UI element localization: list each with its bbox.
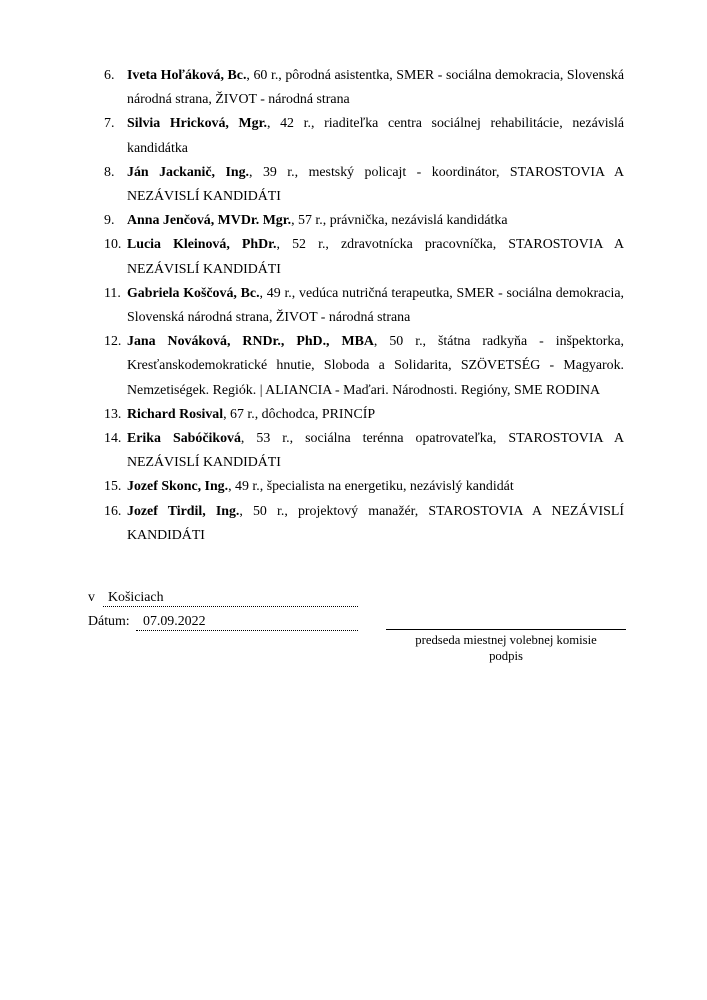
date-dotted-line	[136, 614, 358, 631]
candidate-name: Iveta Hoľáková, Bc.	[127, 68, 247, 83]
signature-line	[386, 629, 626, 630]
list-item	[104, 233, 624, 281]
candidate-details: , 50 r., projektový manažér, STAROSTOVIA A NEZÁVISLÍ KANDIDÁTI	[127, 503, 624, 543]
place-dotted-line	[103, 590, 358, 607]
list-item-number: 12.	[104, 334, 122, 350]
list-item-number: 6.	[104, 68, 115, 83]
list-item-text	[127, 209, 624, 233]
list-item-number: 13.	[104, 406, 122, 422]
list-item-text	[127, 233, 624, 281]
list-item	[104, 209, 624, 233]
list-item	[104, 161, 624, 209]
list-item-text	[127, 282, 624, 330]
place-value: Košiciach	[108, 590, 164, 605]
place-row	[88, 588, 95, 608]
candidate-details: , 49 r., vedúca nutričná terapeutka, SMER - sociálna demokracia, Slovenská národná strana, ŽIVOT - národná strana	[127, 285, 624, 326]
candidate-name: Silvia Hricková, Mgr.	[127, 116, 267, 132]
list-item-text	[127, 112, 624, 160]
list-item-text	[127, 330, 624, 403]
place-label: v	[88, 590, 95, 605]
list-item	[104, 500, 624, 548]
list-item-text	[127, 500, 624, 548]
list-item	[104, 64, 624, 112]
candidate-name: Ján Jackanič, Ing.	[127, 164, 250, 180]
list-item-number: 10.	[104, 237, 122, 253]
list-item-number: 7.	[104, 116, 115, 132]
list-item	[104, 282, 624, 330]
candidate-name: Richard Rosival	[127, 406, 224, 422]
date-label: Dátum:	[88, 614, 130, 629]
list-item-text	[127, 64, 624, 112]
signature-caption	[386, 633, 626, 664]
candidate-name: Jozef Skonc, Ing.	[127, 479, 229, 495]
candidate-details: , 49 r., špecialista na energetiku, nezávislý kandidát	[228, 479, 514, 495]
candidate-name: Anna Jenčová, MVDr. Mgr.	[127, 213, 292, 229]
candidate-name: Lucia Kleinová, PhDr.	[127, 237, 277, 253]
candidate-name: Gabriela Koščová, Bc.	[127, 285, 260, 301]
list-item	[104, 403, 624, 427]
candidate-details: , 42 r., riaditeľka centra sociálnej rehabilitácie, nezávislá kandidátka	[127, 116, 624, 156]
list-item-number: 9.	[104, 213, 115, 229]
candidate-details: , 39 r., mestský policajt - koordinátor, STAROSTOVIA A NEZÁVISLÍ KANDIDÁTI	[127, 164, 624, 205]
list-item-number: 8.	[104, 164, 115, 180]
list-item-text	[127, 403, 624, 427]
candidate-details: , 60 r., pôrodná asistentka, SMER - sociálna demokracia, Slovenská národná strana, ŽIVOT - národná strana	[127, 68, 624, 108]
list-item-text	[127, 475, 624, 499]
list-item	[104, 475, 624, 499]
list-item-number: 16.	[104, 503, 122, 519]
candidate-name: Jana Nováková, RNDr., PhD., MBA	[127, 334, 374, 350]
list-item-number: 11.	[104, 285, 121, 301]
candidate-details: , 50 r., štátna radkyňa - inšpektorka, Kresťanskodemokratické hnutie, Sloboda a Solidarita, SZÖVETSÉG - Magyarok. Nemzetiségek. Regiók. | ALIANCIA - Maďari. Národnosti. Regióny, SME RODINA	[127, 334, 624, 398]
signature-role: predseda miestnej volebnej komisie	[415, 633, 597, 647]
list-item	[104, 112, 624, 160]
list-item-number: 15.	[104, 479, 122, 495]
date-value: 07.09.2022	[143, 614, 206, 629]
candidate-details: , 67 r., dôchodca, PRINCÍP	[223, 406, 376, 422]
candidate-name: Erika Sabóčiková	[127, 431, 241, 447]
list-item-text	[127, 427, 624, 475]
list-item-text	[127, 161, 624, 209]
candidate-name: Jozef Tirdil, Ing.	[127, 503, 240, 519]
candidate-details: , 57 r., právnička, nezávislá kandidátka	[291, 213, 508, 229]
list-item	[104, 427, 624, 475]
list-item-number: 14.	[104, 431, 122, 447]
signature-word: podpis	[489, 648, 523, 663]
candidate-details: , 52 r., zdravotnícka pracovníčka, STAROSTOVIA A NEZÁVISLÍ KANDIDÁTI	[127, 237, 625, 277]
candidate-list	[104, 64, 624, 548]
list-item	[104, 330, 624, 403]
candidate-details: , 53 r., sociálna terénna opatrovateľka, STAROSTOVIA A NEZÁVISLÍ KANDIDÁTI	[127, 431, 624, 471]
